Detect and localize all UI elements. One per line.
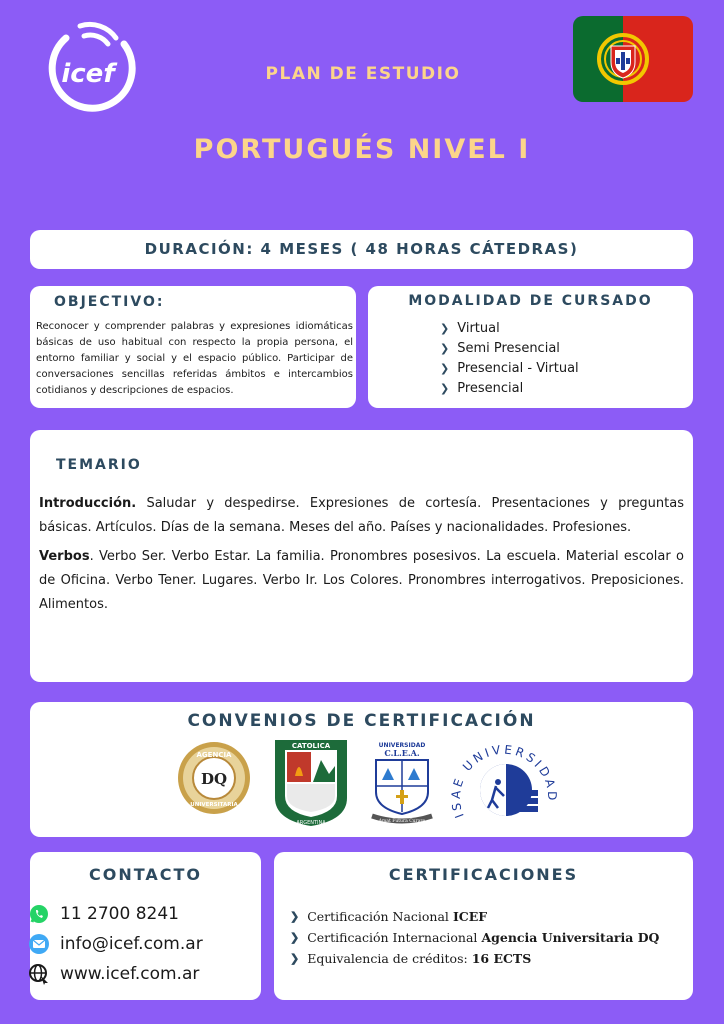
isae-seal: [450, 738, 560, 834]
chevron-right-icon: ❯: [440, 342, 450, 355]
seal1-bottom-text: UNIVERSITARIA: [190, 802, 238, 808]
modalidad-item-label: Presencial: [457, 381, 524, 396]
modalidad-item-label: Virtual: [457, 321, 500, 336]
certificaciones-card: [274, 852, 693, 1000]
chevron-right-icon: ❯: [440, 382, 450, 395]
whatsapp-icon: [28, 903, 50, 925]
modalidad-card: [368, 286, 693, 408]
modalidad-list: [440, 319, 579, 399]
contact-email: info@icef.com.ar: [60, 934, 203, 954]
chevron-right-icon: ❯: [440, 322, 450, 335]
cert-item-label: Certificación Nacional: [307, 909, 449, 924]
seal3-motto-text: Amat Futura Curare: [378, 819, 426, 824]
convenios-card: [30, 702, 693, 837]
seal3-name-text: C.L.E.A.: [384, 748, 420, 758]
list-item: [290, 906, 659, 927]
contacto-heading: CONTACTO: [88, 865, 203, 884]
temario-paragraph-verbos: [39, 545, 684, 617]
cert-item-label: Certificación Internacional: [307, 930, 478, 945]
convenios-heading: CONVENIOS DE CERTIFICACIÓN: [187, 711, 536, 731]
temario-verbos-bold: Verbos: [39, 549, 90, 564]
seal1-top-text: AGENCIA: [196, 751, 232, 759]
certificaciones-list: [290, 906, 659, 969]
seal4-text: ISAE UNIVERSIDAD: [450, 742, 560, 820]
duration-text: DURACIÓN: 4 MESES ( 48 HORAS CÁTEDRAS): [144, 240, 579, 258]
plan-label: PLAN DE ESTUDIO: [265, 64, 461, 84]
chevron-right-icon: ❯: [290, 931, 300, 944]
cert-item-label: Equivalencia de créditos:: [307, 951, 468, 966]
email-icon: [28, 933, 50, 955]
contact-phone-row[interactable]: [28, 903, 179, 925]
seal2-top-text: CATOLICA: [291, 742, 331, 750]
modalidad-heading: MODALIDAD DE CURSADO: [408, 293, 653, 309]
contact-phone: 11 2700 8241: [60, 904, 179, 924]
chevron-right-icon: ❯: [440, 362, 450, 375]
objective-heading: OBJECTIVO:: [54, 294, 165, 310]
list-item: [440, 359, 579, 379]
temario-intro-bold: Introducción.: [39, 496, 137, 511]
contact-email-row[interactable]: [28, 933, 203, 955]
objective-text: Reconocer y comprender palabras y expresiones idiomáticas básicas de uso habitual con respecto la propia persona, el entorno familiar y social y el espacio público. Participar de conversaciones sencillas referidas ámbitos e intercambios cotidianos y descripciones de espacios.: [36, 321, 353, 396]
list-item: [290, 927, 659, 948]
temario-paragraph-intro: [39, 492, 684, 540]
globe-icon: [28, 963, 50, 985]
ucc-seal: [273, 738, 349, 832]
contact-web: www.icef.com.ar: [60, 964, 200, 984]
chevron-right-icon: ❯: [290, 910, 300, 923]
seal3-top-text: UNIVERSIDAD: [378, 742, 426, 749]
list-item: [440, 319, 579, 339]
portugal-flag-icon: [573, 16, 693, 102]
cert-item-value: 16 ECTS: [471, 951, 532, 966]
list-item: [440, 339, 579, 359]
page-title: PORTUGUÉS NIVEL I: [193, 134, 531, 165]
modalidad-item-label: Semi Presencial: [457, 341, 560, 356]
seal1-center-text: DQ: [200, 770, 228, 788]
temario-verbos-text: . Verbo Ser. Verbo Estar. La familia. Pronombres posesivos. La escuela. Material escolar o de Oficina. Verbo Tener. Lugares. Verbo Ir. Los Colores. Pronombres interrogativos. Preposiciones. Alimentos.: [39, 549, 684, 612]
modalidad-item-label: Presencial - Virtual: [457, 361, 579, 376]
chevron-right-icon: ❯: [290, 952, 300, 965]
agencia-dq-seal: [176, 740, 252, 820]
temario-heading: TEMARIO: [56, 457, 142, 473]
list-item: [440, 379, 579, 399]
objective-card: [30, 286, 356, 408]
cert-item-value: ICEF: [452, 909, 488, 924]
list-item: [290, 948, 659, 969]
logo-text: icef: [61, 59, 115, 89]
cert-item-value: Agencia Universitaria DQ: [481, 930, 660, 945]
duration-card: [30, 230, 693, 269]
seal2-bottom-text: ARGENTINA: [296, 820, 326, 826]
certificaciones-heading: CERTIFICACIONES: [388, 865, 579, 884]
clea-seal: [370, 740, 434, 830]
contact-web-row[interactable]: [28, 963, 199, 985]
temario-intro-text: Saludar y despedirse. Expresiones de cortesía. Presentaciones y preguntas básicas. Artículos. Días de la semana. Meses del año. Países y nacionalidades. Profesiones.: [39, 496, 684, 535]
